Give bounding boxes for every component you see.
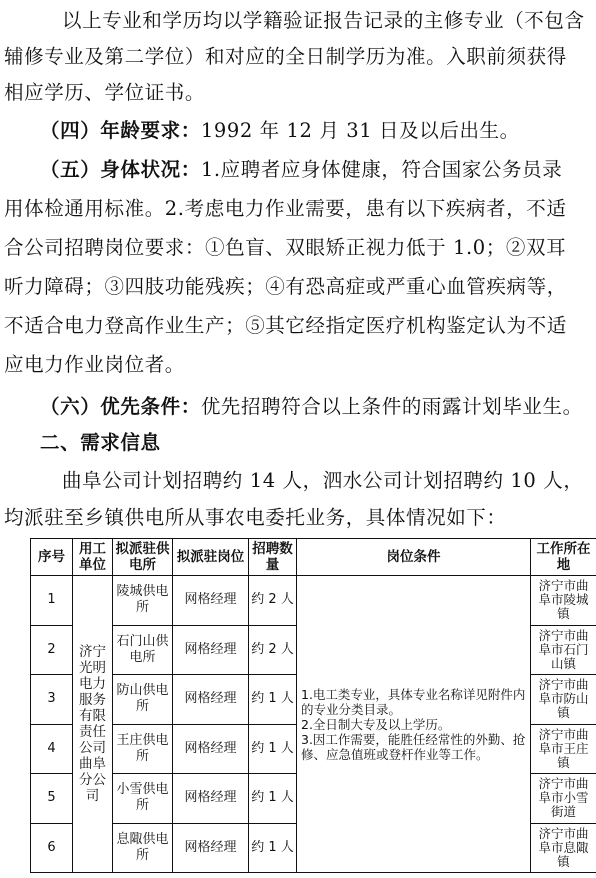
age-requirement [40, 116, 596, 146]
paragraph-line: 听力障碍；③四肢功能残疾；④有恐高症或严重心血管疾病等， [4, 275, 567, 298]
recruitment-table [30, 538, 596, 873]
count-cell: 约 1 人 [249, 724, 297, 774]
paragraph-line: 以上专业和学历均以学籍验证报告记录的主修专业（不包含 [62, 9, 585, 32]
post-cell: 网格经理 [173, 576, 249, 626]
conditions-cell: 1.电工类专业，具体专业名称详见附件内的专业分类目录。 2.全日制大专及以上学历。 3.因工作需要，能胜任经常性的外勤、抢修、应急值班或登杆作业等工作。 [297, 576, 531, 873]
location-cell: 济宁市曲阜市王庄镇 [531, 724, 596, 774]
seq-cell: 1 [31, 576, 73, 626]
table-header-row [31, 539, 596, 576]
location-cell: 济宁市曲阜市石门山镇 [531, 625, 596, 675]
paragraph-line: 合公司招聘岗位要求：①色盲、双眼矫正视力低于 1.0；②双耳 [4, 236, 567, 259]
priority-text: 优先招聘符合以上条件的雨露计划毕业生。 [200, 395, 583, 418]
location-cell: 济宁市曲阜市防山镇 [531, 675, 596, 725]
post-cell: 网格经理 [173, 625, 249, 675]
seq-cell: 3 [31, 675, 73, 725]
paragraph-line: 辅修专业及第二学位）和对应的全日制学历为准。入职前须获得 [4, 45, 567, 68]
header-count: 招聘数量 [249, 539, 297, 576]
seq-cell: 6 [31, 823, 73, 873]
age-label: （四）年龄要求： [40, 119, 201, 142]
station-cell: 石门山供电所 [113, 625, 173, 675]
priority-condition [40, 392, 596, 422]
header-post: 拟派驻岗位 [173, 539, 249, 576]
seq-cell: 5 [31, 774, 73, 824]
station-cell: 小雪供电所 [113, 774, 173, 824]
location-cell: 济宁市曲阜市小雪街道 [531, 774, 596, 824]
post-cell: 网格经理 [173, 724, 249, 774]
age-text: 1992 年 12 月 31 日及以后出生。 [200, 119, 520, 142]
station-cell: 息陬供电所 [113, 823, 173, 873]
paragraph-line: 用体检通用标准。2.考虑电力作业需要，患有以下疾病者，不适 [4, 197, 567, 220]
header-seq: 序号 [31, 539, 73, 576]
paragraph-line: 应电力作业岗位者。 [4, 353, 185, 376]
health-label: （五）身体状况： [40, 158, 201, 181]
header-employer: 用工单位 [73, 539, 113, 576]
seq-cell: 2 [31, 625, 73, 675]
post-cell: 网格经理 [173, 774, 249, 824]
station-cell: 防山供电所 [113, 675, 173, 725]
section-heading: 二、需求信息 [40, 431, 161, 454]
health-requirement [40, 155, 596, 185]
header-conditions: 岗位条件 [297, 539, 531, 576]
paragraph-line: 不适合电力登高作业生产；⑤其它经指定医疗机构鉴定认为不适 [4, 314, 567, 337]
post-cell: 网格经理 [173, 823, 249, 873]
employer-cell: 济宁光明电力服务有限责任公司曲阜分公司 [73, 576, 113, 873]
location-cell: 济宁市曲阜市息陬镇 [531, 823, 596, 873]
table-row [31, 576, 596, 626]
count-cell: 约 1 人 [249, 675, 297, 725]
count-cell: 约 1 人 [249, 823, 297, 873]
header-station: 拟派驻供电所 [113, 539, 173, 576]
header-location: 工作所在地 [531, 539, 596, 576]
count-cell: 约 2 人 [249, 576, 297, 626]
post-cell: 网格经理 [173, 675, 249, 725]
count-cell: 约 1 人 [249, 774, 297, 824]
priority-label: （六）优先条件： [40, 395, 201, 418]
seq-cell: 4 [31, 724, 73, 774]
health-text: 1.应聘者应身体健康，符合国家公务员录 [200, 158, 563, 181]
paragraph-line: 均派驻至乡镇供电所从事农电委托业务，具体情况如下： [4, 506, 507, 529]
station-cell: 王庄供电所 [113, 724, 173, 774]
location-cell: 济宁市曲阜市陵城镇 [531, 576, 596, 626]
count-cell: 约 2 人 [249, 625, 297, 675]
station-cell: 陵城供电所 [113, 576, 173, 626]
paragraph-line: 相应学历、学位证书。 [4, 81, 206, 104]
paragraph-line: 曲阜公司计划招聘约 14 人，泗水公司计划招聘约 10 人， [62, 469, 584, 492]
